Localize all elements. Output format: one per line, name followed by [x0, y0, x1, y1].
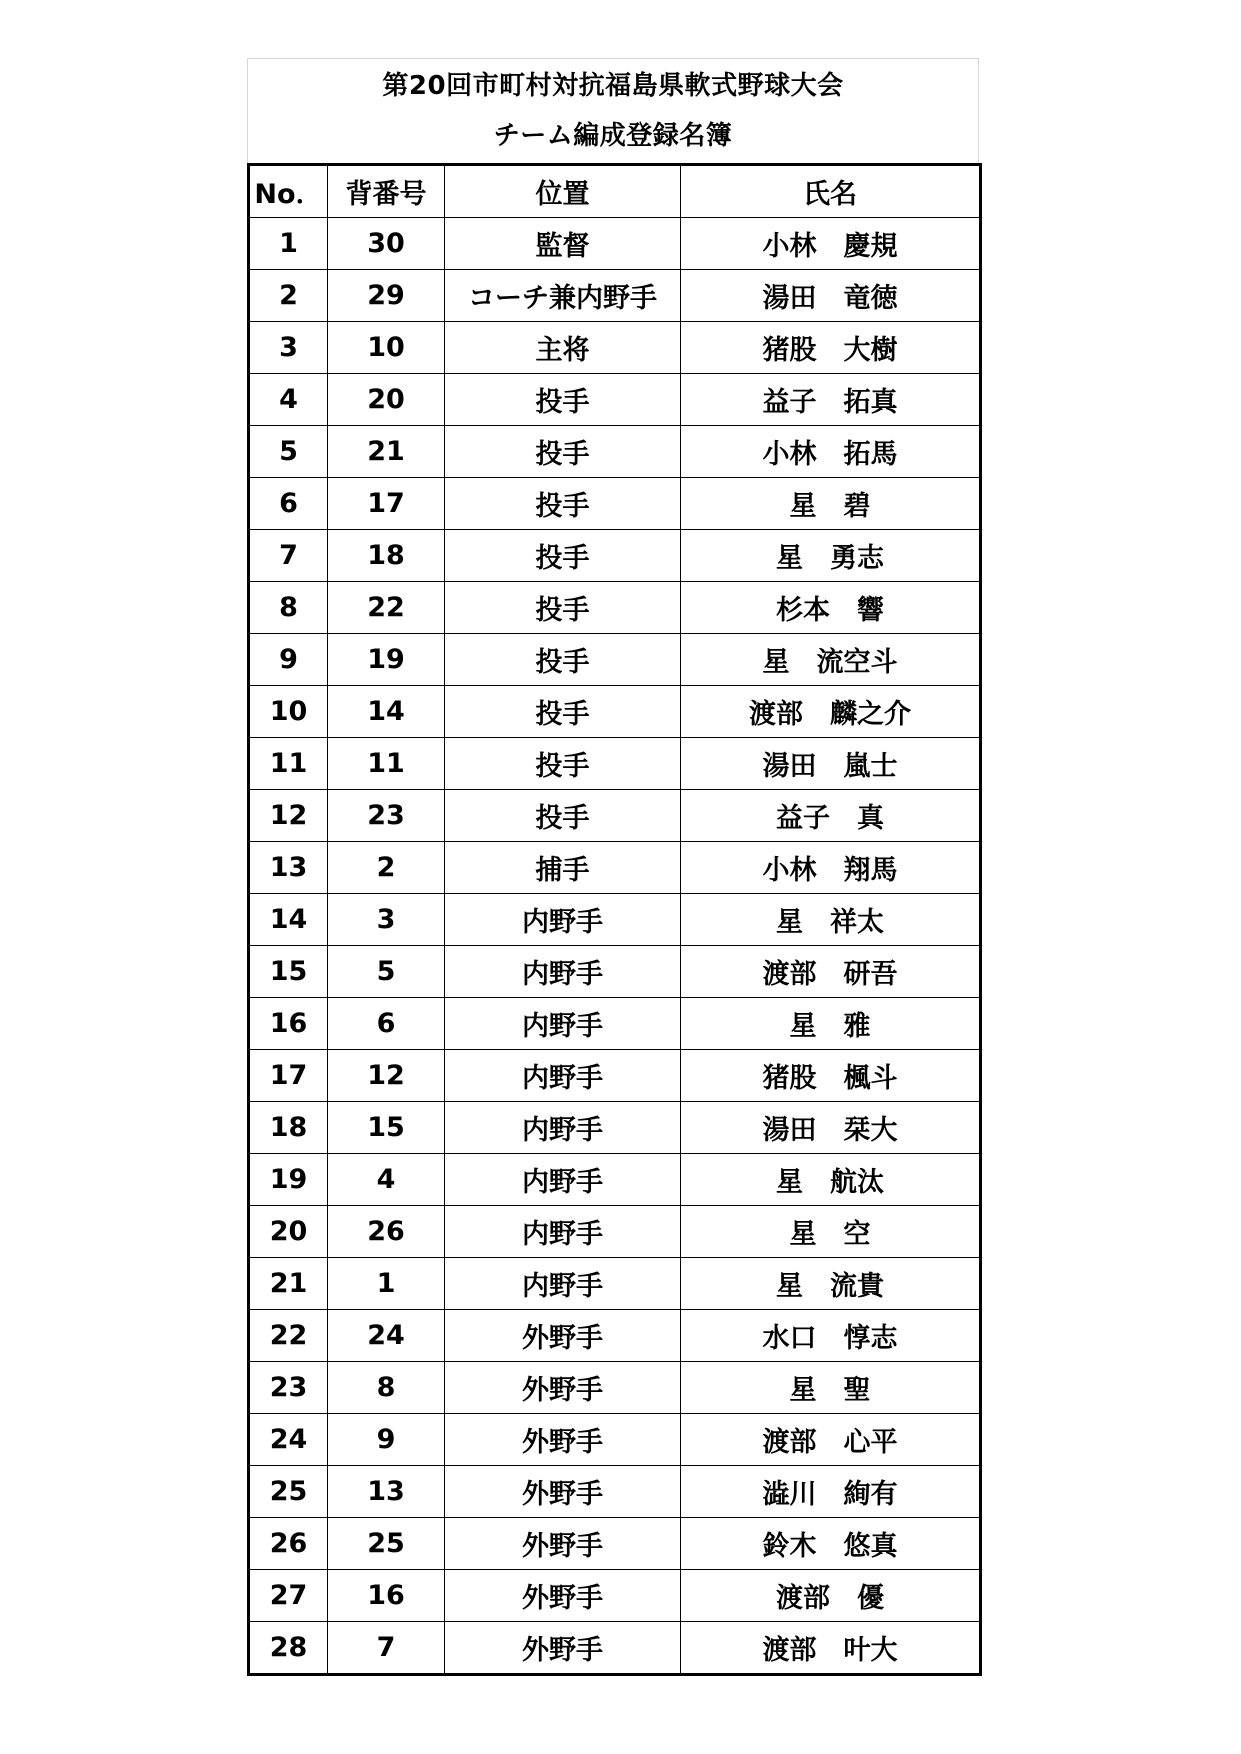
cell-uniform-number: 21: [328, 426, 445, 478]
cell-no: 20: [249, 1206, 328, 1258]
cell-no: 27: [249, 1570, 328, 1622]
tournament-title: 第20回市町村対抗福島県軟式野球大会: [382, 71, 844, 101]
cell-name: 小林 慶規: [681, 218, 981, 270]
header-position: 位置: [445, 165, 681, 218]
header-row: [249, 165, 981, 218]
cell-position: 監督: [445, 218, 681, 270]
cell-name: 渡部 心平: [681, 1414, 981, 1466]
cell-position: 内野手: [445, 1154, 681, 1206]
table-row: [249, 686, 981, 738]
cell-no: 11: [249, 738, 328, 790]
cell-name: 湯田 竜徳: [681, 270, 981, 322]
cell-name: 渡部 叶大: [681, 1622, 981, 1675]
cell-position: 主将: [445, 322, 681, 374]
table-row: [249, 1102, 981, 1154]
cell-name: 小林 拓馬: [681, 426, 981, 478]
cell-name: 星 聖: [681, 1362, 981, 1414]
cell-position: 投手: [445, 478, 681, 530]
cell-name: 渡部 研吾: [681, 946, 981, 998]
cell-position: 内野手: [445, 1206, 681, 1258]
table-row: [249, 582, 981, 634]
cell-no: 4: [249, 374, 328, 426]
cell-position: 外野手: [445, 1622, 681, 1675]
table-row: [249, 1518, 981, 1570]
table-row: [249, 1466, 981, 1518]
cell-no: 25: [249, 1466, 328, 1518]
cell-position: 投手: [445, 426, 681, 478]
cell-uniform-number: 22: [328, 582, 445, 634]
cell-uniform-number: 20: [328, 374, 445, 426]
cell-name: 猪股 大樹: [681, 322, 981, 374]
header-name: 氏名: [681, 165, 981, 218]
cell-name: 星 碧: [681, 478, 981, 530]
cell-no: 19: [249, 1154, 328, 1206]
cell-name: 星 祥太: [681, 894, 981, 946]
table-row: [249, 1258, 981, 1310]
cell-position: 投手: [445, 374, 681, 426]
cell-uniform-number: 8: [328, 1362, 445, 1414]
table-row: [249, 270, 981, 322]
cell-uniform-number: 5: [328, 946, 445, 998]
cell-position: 外野手: [445, 1518, 681, 1570]
cell-position: 外野手: [445, 1362, 681, 1414]
cell-uniform-number: 12: [328, 1050, 445, 1102]
title-block: [247, 58, 979, 163]
table-row: [249, 894, 981, 946]
cell-uniform-number: 25: [328, 1518, 445, 1570]
cell-no: 7: [249, 530, 328, 582]
table-row: [249, 322, 981, 374]
cell-no: 17: [249, 1050, 328, 1102]
table-row: [249, 998, 981, 1050]
cell-name: 湯田 嵐士: [681, 738, 981, 790]
cell-position: 投手: [445, 530, 681, 582]
cell-uniform-number: 11: [328, 738, 445, 790]
cell-no: 16: [249, 998, 328, 1050]
cell-uniform-number: 15: [328, 1102, 445, 1154]
table-row: [249, 790, 981, 842]
cell-name: 星 雅: [681, 998, 981, 1050]
cell-uniform-number: 3: [328, 894, 445, 946]
cell-position: コーチ兼内野手: [445, 270, 681, 322]
cell-no: 18: [249, 1102, 328, 1154]
cell-no: 24: [249, 1414, 328, 1466]
cell-uniform-number: 29: [328, 270, 445, 322]
table-row: [249, 1206, 981, 1258]
cell-position: 内野手: [445, 1050, 681, 1102]
cell-name: 星 勇志: [681, 530, 981, 582]
cell-position: 内野手: [445, 998, 681, 1050]
cell-name: 星 航汰: [681, 1154, 981, 1206]
table-row: [249, 426, 981, 478]
cell-name: 澁川 絢有: [681, 1466, 981, 1518]
cell-no: 1: [249, 218, 328, 270]
table-row: [249, 374, 981, 426]
table-row: [249, 946, 981, 998]
cell-no: 10: [249, 686, 328, 738]
table-row: [249, 1414, 981, 1466]
table-row: [249, 530, 981, 582]
cell-position: 投手: [445, 634, 681, 686]
cell-name: 星 流貴: [681, 1258, 981, 1310]
cell-position: 外野手: [445, 1570, 681, 1622]
roster-table: [247, 163, 982, 1676]
cell-uniform-number: 18: [328, 530, 445, 582]
cell-uniform-number: 9: [328, 1414, 445, 1466]
cell-no: 13: [249, 842, 328, 894]
cell-uniform-number: 30: [328, 218, 445, 270]
table-row: [249, 1362, 981, 1414]
cell-name: 鈴木 悠真: [681, 1518, 981, 1570]
cell-uniform-number: 6: [328, 998, 445, 1050]
cell-position: 内野手: [445, 1258, 681, 1310]
cell-name: 渡部 麟之介: [681, 686, 981, 738]
table-row: [249, 634, 981, 686]
table-row: [249, 738, 981, 790]
cell-name: 星 空: [681, 1206, 981, 1258]
cell-no: 8: [249, 582, 328, 634]
roster-title: チーム編成登録名簿: [493, 121, 733, 151]
header-uniform-number: 背番号: [328, 165, 445, 218]
roster-body: [249, 218, 981, 1675]
cell-uniform-number: 4: [328, 1154, 445, 1206]
table-row: [249, 1050, 981, 1102]
cell-no: 22: [249, 1310, 328, 1362]
table-row: [249, 1154, 981, 1206]
cell-name: 星 流空斗: [681, 634, 981, 686]
cell-no: 14: [249, 894, 328, 946]
cell-no: 23: [249, 1362, 328, 1414]
cell-uniform-number: 7: [328, 1622, 445, 1675]
cell-position: 投手: [445, 582, 681, 634]
cell-position: 内野手: [445, 894, 681, 946]
table-row: [249, 1310, 981, 1362]
cell-name: 渡部 優: [681, 1570, 981, 1622]
cell-position: 投手: [445, 738, 681, 790]
cell-no: 9: [249, 634, 328, 686]
cell-position: 外野手: [445, 1414, 681, 1466]
cell-no: 3: [249, 322, 328, 374]
cell-uniform-number: 24: [328, 1310, 445, 1362]
cell-uniform-number: 10: [328, 322, 445, 374]
cell-no: 28: [249, 1622, 328, 1675]
cell-name: 杉本 響: [681, 582, 981, 634]
cell-position: 外野手: [445, 1466, 681, 1518]
cell-position: 外野手: [445, 1310, 681, 1362]
cell-uniform-number: 17: [328, 478, 445, 530]
table-row: [249, 1570, 981, 1622]
cell-uniform-number: 16: [328, 1570, 445, 1622]
table-row: [249, 218, 981, 270]
cell-name: 水口 惇志: [681, 1310, 981, 1362]
cell-name: 小林 翔馬: [681, 842, 981, 894]
cell-uniform-number: 23: [328, 790, 445, 842]
cell-no: 5: [249, 426, 328, 478]
cell-no: 2: [249, 270, 328, 322]
cell-uniform-number: 26: [328, 1206, 445, 1258]
cell-position: 内野手: [445, 946, 681, 998]
cell-name: 湯田 栞大: [681, 1102, 981, 1154]
roster-sheet: [247, 58, 979, 1676]
cell-name: 益子 拓真: [681, 374, 981, 426]
header-no: No．: [249, 165, 328, 218]
cell-position: 捕手: [445, 842, 681, 894]
cell-no: 6: [249, 478, 328, 530]
cell-position: 内野手: [445, 1102, 681, 1154]
table-row: [249, 842, 981, 894]
table-row: [249, 478, 981, 530]
cell-no: 15: [249, 946, 328, 998]
cell-uniform-number: 19: [328, 634, 445, 686]
cell-uniform-number: 2: [328, 842, 445, 894]
table-row: [249, 1622, 981, 1675]
cell-name: 猪股 楓斗: [681, 1050, 981, 1102]
cell-no: 21: [249, 1258, 328, 1310]
cell-position: 投手: [445, 686, 681, 738]
cell-no: 12: [249, 790, 328, 842]
cell-uniform-number: 13: [328, 1466, 445, 1518]
cell-position: 投手: [445, 790, 681, 842]
cell-uniform-number: 14: [328, 686, 445, 738]
cell-name: 益子 真: [681, 790, 981, 842]
cell-no: 26: [249, 1518, 328, 1570]
cell-uniform-number: 1: [328, 1258, 445, 1310]
